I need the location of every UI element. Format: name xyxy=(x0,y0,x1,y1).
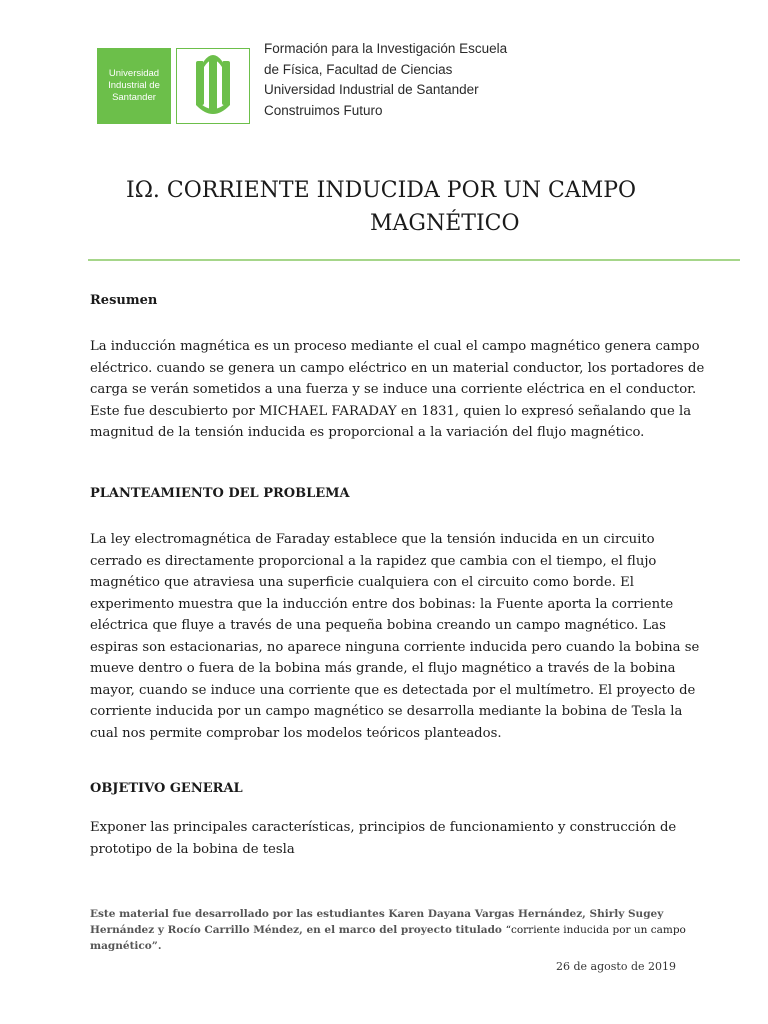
footer-text: Hernández y Rocío Carrillo Méndez, en el marco del proyecto titulado xyxy=(90,924,506,936)
paragraph-line: La inducción magnética es un proceso mediante el cual el campo magnético genera campo xyxy=(90,339,700,354)
title-line-2: MAGNÉTICO xyxy=(370,211,520,236)
footer-line: Este material fue desarrollado por las estudiantes Karen Dayana Vargas Hernández, Shirly Sugey xyxy=(90,908,664,920)
logo-text-line: Universidad xyxy=(108,68,160,79)
university-logo-text-block xyxy=(97,48,171,124)
paragraph-line: cual nos permite comprobar los modelos teóricos planteados. xyxy=(90,725,502,741)
footer-line: magnético”. xyxy=(90,940,162,952)
uis-logo-mark xyxy=(177,49,249,123)
paragraph-line: mueve dentro o fuera de la bobina más grande, el flujo magnético a través de la bobina xyxy=(90,661,676,676)
logo-text-line: Industrial de xyxy=(108,80,160,91)
title-divider xyxy=(88,259,740,261)
paragraph-line: carga se verán sometidos a una fuerza y se induce una corriente eléctrica en el conductor. xyxy=(90,382,697,397)
paragraph-line: eléctrico. cuando se genera un campo eléctrico en un material conductor, los portadores de xyxy=(90,360,705,376)
institution-header xyxy=(264,39,507,121)
uis-logo-icon xyxy=(176,48,250,124)
footer-project-title: “corriente inducida por un campo xyxy=(505,924,686,936)
footer-line xyxy=(90,922,690,938)
resumen-paragraph xyxy=(90,336,705,444)
paragraph-line: experimento muestra que la inducción entre dos bobinas: la Fuente aporta la corriente xyxy=(90,596,674,612)
paragraph-line: espiras son estacionarias, no aparece ninguna corriente inducida pero cuando la bobina se xyxy=(90,639,700,655)
paragraph-line: magnitud de la tensión inducida es proporcional a la variación del flujo magnético. xyxy=(90,425,645,440)
objetivo-heading: OBJETIVO GENERAL xyxy=(90,781,243,796)
footer-credit-note xyxy=(90,906,690,954)
planteamiento-heading: PLANTEAMIENTO DEL PROBLEMA xyxy=(90,486,350,501)
objetivo-paragraph xyxy=(90,817,680,860)
paragraph-line: La ley electromagnética de Faraday establece que la tensión inducida en un circuito xyxy=(90,532,655,547)
planteamiento-paragraph xyxy=(90,529,700,744)
resumen-heading: Resumen xyxy=(90,293,158,308)
logo-text-line: Santander xyxy=(112,92,156,103)
paragraph-line: Este fue descubierto por MICHAEL FARADAY en 1831, quien lo expresó señalando que la xyxy=(90,403,692,419)
paragraph-line: Exponer las principales características, principios de funcionamiento y construcción de xyxy=(90,820,677,835)
paragraph-line: prototipo de la bobina de tesla xyxy=(90,841,295,857)
paragraph-line: magnético que atraviesa una superficie cualquiera con el circuito como borde. El xyxy=(90,575,634,590)
document-date: 26 de agosto de 2019 xyxy=(556,960,676,973)
paragraph-line: mayor, cuando se induce una corriente que es detectada por el multímetro. El proyecto de xyxy=(90,682,696,698)
paragraph-line: corriente inducida por un campo magnético se desarrolla mediante la bobina de Tesla la xyxy=(90,704,683,719)
paragraph-line: eléctrica que fluye a través de una pequeña bobina creando un campo magnético. Las xyxy=(90,618,666,633)
header-line: Construimos Futuro xyxy=(264,102,383,118)
header-line: de Física, Facultad de Ciencias xyxy=(264,61,453,77)
title-line-1: IΩ. CORRIENTE INDUCIDA POR UN CAMPO xyxy=(126,178,637,203)
paragraph-line: cerrado es directamente proporcional a la rapidez que cambia con el tiempo, el flujo xyxy=(90,553,657,569)
header-line: Formación para la Investigación Escuela xyxy=(264,41,508,56)
header-line: Universidad Industrial de Santander xyxy=(264,82,479,97)
